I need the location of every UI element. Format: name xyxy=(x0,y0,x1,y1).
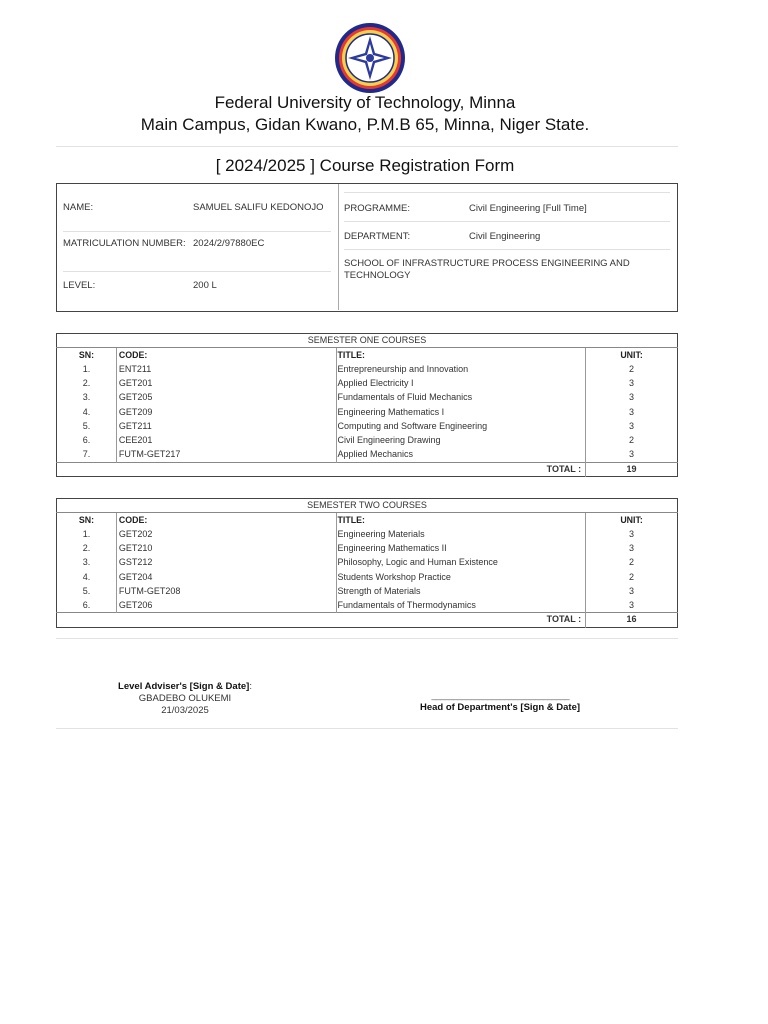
table-row xyxy=(57,556,678,570)
course-title: Applied Mechanics xyxy=(336,448,586,462)
course-sn: 4. xyxy=(82,406,91,417)
course-sn: 3. xyxy=(82,392,91,403)
name-value: SAMUEL SALIFU KEDONOJO xyxy=(193,202,324,213)
col-code: CODE: xyxy=(116,348,336,362)
col-sn: SN: xyxy=(78,349,95,360)
department-row xyxy=(344,222,670,250)
total-units: 16 xyxy=(586,613,678,627)
table-row xyxy=(57,419,678,433)
table-row xyxy=(57,391,678,405)
adviser-label: Level Adviser's [Sign & Date] xyxy=(118,681,250,692)
course-unit: 3 xyxy=(586,599,678,613)
course-code: GET206 xyxy=(116,599,336,613)
matric-row xyxy=(63,232,331,272)
course-unit: 2 xyxy=(586,434,678,448)
department-label: DEPARTMENT: xyxy=(344,231,411,242)
hod-label: Head of Department's [Sign & Date] xyxy=(419,702,581,713)
course-sn: 6. xyxy=(82,435,91,446)
course-title: Engineering Materials xyxy=(336,527,586,541)
table-row xyxy=(57,448,678,462)
adviser-colon: : xyxy=(249,681,252,692)
table-row xyxy=(57,541,678,555)
divider xyxy=(56,146,678,147)
course-code: FUTM-GET208 xyxy=(116,584,336,598)
hod-signature xyxy=(400,690,600,714)
course-title: Entrepreneurship and Innovation xyxy=(336,362,586,376)
table-row xyxy=(57,527,678,541)
total-row xyxy=(57,462,678,476)
course-sn: 1. xyxy=(82,528,91,539)
col-sn: SN: xyxy=(78,514,95,525)
col-title: TITLE: xyxy=(336,513,586,527)
course-code: GET201 xyxy=(116,376,336,390)
course-code: GET202 xyxy=(116,527,336,541)
course-title: Applied Electricity I xyxy=(336,376,586,390)
table-row xyxy=(57,362,678,376)
table-row xyxy=(57,376,678,390)
school-name: SCHOOL OF INFRASTRUCTURE PROCESS ENGINEERING AND TECHNOLOGY xyxy=(344,258,630,281)
semester-one-heading: SEMESTER ONE COURSES xyxy=(57,334,678,348)
adviser-date: 21/03/2025 xyxy=(161,705,209,716)
course-sn: 5. xyxy=(82,420,91,431)
semester-two-heading: SEMESTER TWO COURSES xyxy=(57,499,678,513)
matric-value: 2024/2/97880EC xyxy=(193,238,265,249)
course-title: Philosophy, Logic and Human Existence xyxy=(336,556,586,570)
course-code: ENT211 xyxy=(116,362,336,376)
course-code: GET211 xyxy=(116,419,336,433)
course-title: Engineering Mathematics I xyxy=(336,405,586,419)
col-unit: UNIT: xyxy=(586,348,678,362)
course-unit: 3 xyxy=(586,448,678,462)
course-unit: 2 xyxy=(586,362,678,376)
course-unit: 3 xyxy=(586,584,678,598)
programme-label: PROGRAMME: xyxy=(344,203,410,214)
matric-label: MATRICULATION NUMBER: xyxy=(63,238,186,249)
course-unit: 3 xyxy=(586,376,678,390)
info-divider xyxy=(338,184,339,310)
programme-value: Civil Engineering [Full Time] xyxy=(469,203,587,214)
course-unit: 3 xyxy=(586,405,678,419)
name-label: NAME: xyxy=(63,202,94,213)
course-unit: 2 xyxy=(586,556,678,570)
adviser-name: GBADEBO OLUKEMI xyxy=(138,693,232,704)
course-title: Fundamentals of Thermodynamics xyxy=(336,599,586,613)
table-row xyxy=(57,570,678,584)
level-value: 200 L xyxy=(193,280,217,291)
col-unit: UNIT: xyxy=(586,513,678,527)
course-sn: 2. xyxy=(82,542,91,553)
course-sn: 4. xyxy=(82,571,91,582)
course-code: GET210 xyxy=(116,541,336,555)
department-value: Civil Engineering xyxy=(469,231,541,242)
course-code: GET209 xyxy=(116,405,336,419)
level-row xyxy=(63,272,331,302)
student-info-box xyxy=(56,183,678,312)
level-label: LEVEL: xyxy=(63,280,96,291)
course-sn: 7. xyxy=(82,449,91,460)
course-sn: 3. xyxy=(82,557,91,568)
semester-one-table xyxy=(56,333,678,477)
course-title: Strength of Materials xyxy=(336,584,586,598)
col-title: TITLE: xyxy=(336,348,586,362)
course-unit: 2 xyxy=(586,570,678,584)
table-row xyxy=(57,405,678,419)
hod-signature-line: ________________________________ xyxy=(431,690,569,701)
course-unit: 3 xyxy=(586,419,678,433)
course-unit: 3 xyxy=(586,541,678,555)
course-sn: 6. xyxy=(82,599,91,610)
course-sn: 2. xyxy=(82,377,91,388)
table-row xyxy=(57,434,678,448)
programme-row xyxy=(344,192,670,222)
name-row xyxy=(63,194,331,232)
form-title: [ 2024/2025 ] Course Registration Form xyxy=(215,156,515,175)
course-title: Fundamentals of Fluid Mechanics xyxy=(336,391,586,405)
col-code: CODE: xyxy=(116,513,336,527)
course-title: Engineering Mathematics II xyxy=(336,541,586,555)
course-code: GST212 xyxy=(116,556,336,570)
total-units: 19 xyxy=(586,462,678,476)
course-title: Computing and Software Engineering xyxy=(336,419,586,433)
course-sn: 1. xyxy=(82,363,91,374)
course-code: GET205 xyxy=(116,391,336,405)
total-label: TOTAL : xyxy=(57,613,586,627)
course-unit: 3 xyxy=(586,391,678,405)
table-row xyxy=(57,599,678,613)
course-title: Civil Engineering Drawing xyxy=(336,434,586,448)
divider xyxy=(56,728,678,729)
total-label: TOTAL : xyxy=(57,462,586,476)
university-address: Main Campus, Gidan Kwano, P.M.B 65, Minna, Niger State. xyxy=(140,115,590,134)
course-code: FUTM-GET217 xyxy=(116,448,336,462)
course-code: CEE201 xyxy=(116,434,336,448)
course-title: Students Workshop Practice xyxy=(336,570,586,584)
adviser-signature xyxy=(100,681,270,717)
course-code: GET204 xyxy=(116,570,336,584)
table-row xyxy=(57,584,678,598)
university-logo xyxy=(334,22,406,94)
university-name: Federal University of Technology, Minna xyxy=(214,93,516,112)
semester-two-table xyxy=(56,498,678,628)
course-sn: 5. xyxy=(82,585,91,596)
divider xyxy=(56,638,678,639)
course-unit: 3 xyxy=(586,527,678,541)
total-row xyxy=(57,613,678,627)
